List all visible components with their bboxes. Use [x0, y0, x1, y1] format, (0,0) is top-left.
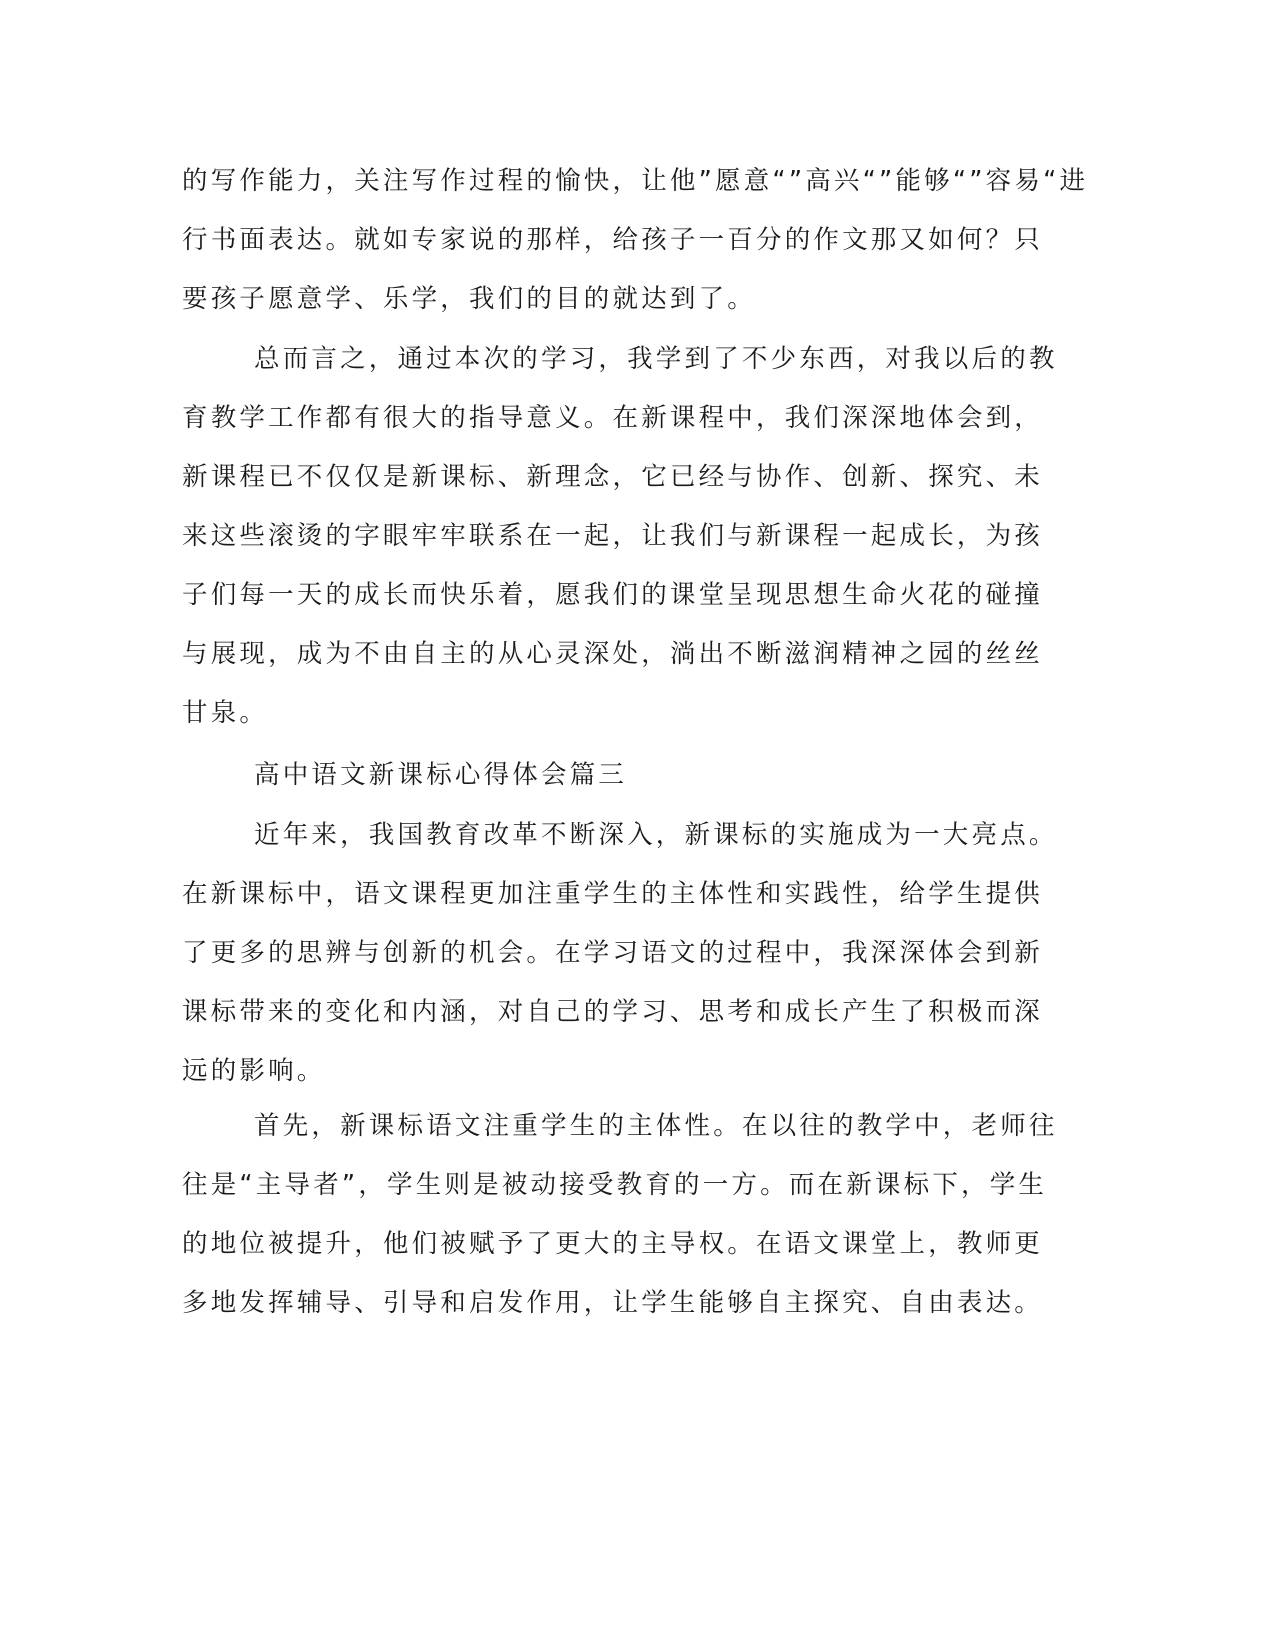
- section-heading: [182, 746, 1042, 805]
- heading-line: 高中语文新课标心得体会篇三: [254, 760, 628, 790]
- text-line: 首先，新课标语文注重学生的主体性。在以往的教学中，老师往: [254, 1111, 1058, 1141]
- text-line: 远的影响。: [182, 1056, 326, 1086]
- text-line: 多地发挥辅导、引导和启发作用，让学生能够自主探究、自由表达。: [182, 1288, 1044, 1318]
- text-line: 育教学工作都有很大的指导意义。在新课程中，我们深深地体会到，: [182, 403, 1044, 433]
- text-line: 课标带来的变化和内涵，对自己的学习、思考和成长产生了积极而深: [182, 997, 1044, 1027]
- text-line: 甘泉。: [182, 698, 269, 728]
- paragraph-first-point: [182, 1097, 1058, 1333]
- text-line: 子们每一天的成长而快乐着，愿我们的课堂呈现思想生命火花的碰撞: [182, 580, 1044, 610]
- text-line: 行书面表达。就如专家说的那样，给孩子一百分的作文那又如何？只: [182, 225, 1044, 255]
- text-line: 了更多的思辨与创新的机会。在学习语文的过程中，我深深体会到新: [182, 938, 1044, 968]
- paragraph-intro: [182, 806, 1058, 1101]
- text-line: 近年来，我国教育改革不断深入，新课标的实施成为一大亮点。: [254, 820, 1058, 850]
- text-line: 在新课标中，语文课程更加注重学生的主体性和实践性，给学生提供: [182, 879, 1044, 909]
- text-line: 的写作能力，关注写作过程的愉快，让他”愿意“”高兴“”能够“”容易“进: [182, 166, 1089, 196]
- text-line: 往是“主导者”，学生则是被动接受教育的一方。而在新课标下，学生: [182, 1170, 1048, 1200]
- text-line: 要孩子愿意学、乐学，我们的目的就达到了。: [182, 284, 757, 314]
- text-line: 总而言之，通过本次的学习，我学到了不少东西，对我以后的教: [254, 344, 1058, 374]
- text-line: 来这些滚烫的字眼牢牢联系在一起，让我们与新课程一起成长，为孩: [182, 521, 1044, 551]
- paragraph-conclusion: [182, 330, 1058, 743]
- text-line: 新课程已不仅仅是新课标、新理念，它已经与协作、创新、探究、未: [182, 462, 1044, 492]
- text-line: 的地位被提升，他们被赋予了更大的主导权。在语文课堂上，教师更: [182, 1229, 1044, 1259]
- text-line: 与展现，成为不由自主的从心灵深处，淌出不断滋润精神之园的丝丝: [182, 639, 1044, 669]
- paragraph-continuation: [182, 152, 1089, 329]
